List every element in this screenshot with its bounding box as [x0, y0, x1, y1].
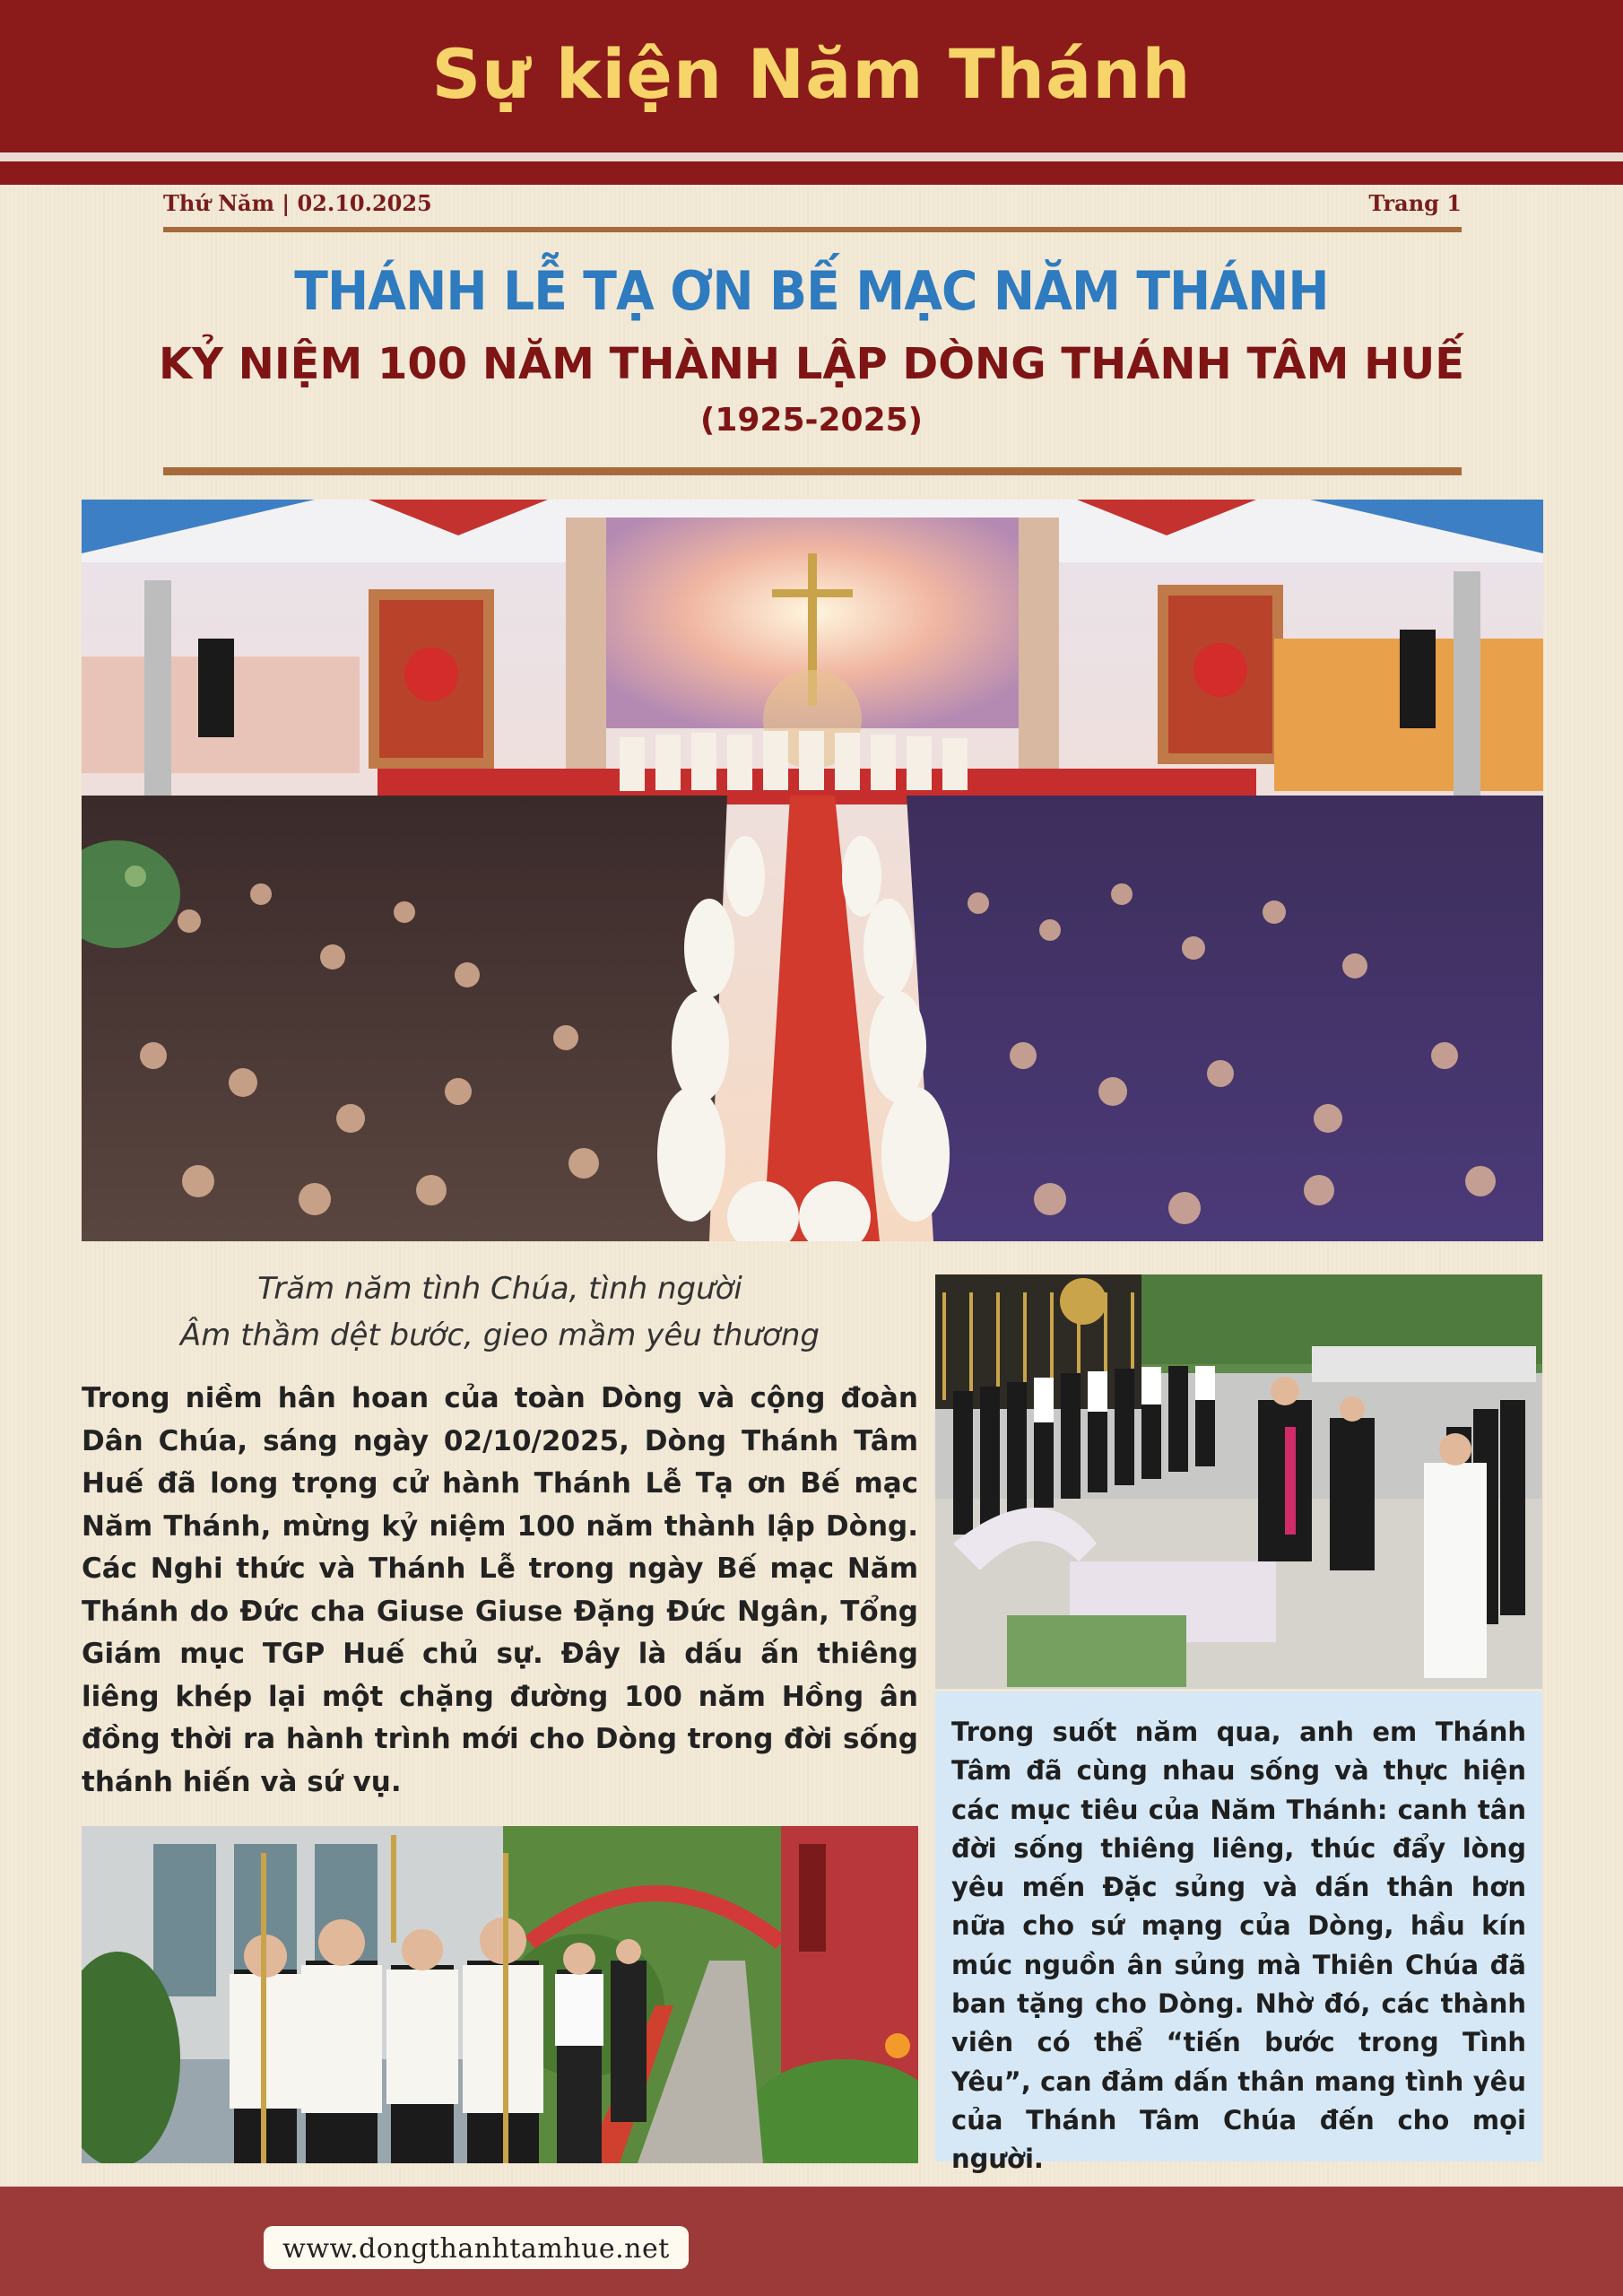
sidebar-box — [935, 1692, 1542, 2175]
mass-ceremony-photo — [82, 500, 1543, 1241]
banner-stripe — [0, 152, 1623, 161]
poem-line: Trăm năm tình Chúa, tình người — [257, 1271, 742, 1307]
page-number: Trang 1 — [1368, 190, 1462, 216]
issue-meta — [163, 190, 1462, 221]
headline-sub: KỶ NIỆM 100 NĂM THÀNH LẬP DÒNG THÁNH TÂM HUẾ — [158, 339, 1465, 389]
archbishop-procession-photo — [935, 1274, 1542, 1689]
headline-years: (1925-2025) — [699, 402, 924, 439]
poem-line: Âm thầm dệt bước, gieo mầm yêu thương — [180, 1318, 820, 1353]
banner-stripe — [0, 161, 1623, 185]
divider-rule — [163, 227, 1462, 232]
footer-bar — [0, 2187, 1623, 2296]
divider-rule — [163, 467, 1462, 475]
issue-date: Thứ Năm | 02.10.2025 — [163, 190, 432, 216]
altar-servers-photo — [82, 1826, 918, 2163]
publication-title: Sự kiện Năm Thánh — [431, 34, 1192, 114]
website-link[interactable]: www.dongthanhtamhue.net — [282, 2233, 670, 2265]
poem-caption — [82, 1265, 918, 1359]
article-body: Trong niềm hân hoan của toàn Dòng và cộng đoàn Dân Chúa, sáng ngày 02/10/2025, Dòng Thánh Tâm Huế đã long trọng cử hành Thánh Lễ Tạ ơn Bế mạc Năm Thánh, mừng kỷ niệm 100 năm thành lập Dòng. Các Nghi thức và Thánh Lễ trong ngày Bế mạc Năm Thánh do Đức cha Giuse Giuse Đặng Đức Ngân, Tổng Giám mục TGP Huế chủ sự. Đây là dấu ấn thiêng liêng khép lại một chặng đường 100 năm Hồng ân đồng thời ra hành trình mới cho Dòng trong đời sống thánh hiến và sứ vụ. — [82, 1382, 918, 1798]
headline-main: THÁNH LỄ TẠ ƠN BẾ MẠC NĂM THÁNH — [294, 260, 1329, 323]
sidebar-text: Trong suốt năm qua, anh em Thánh Tâm đã cùng nhau sống và thực hiện các mục tiêu của Năm Thánh: canh tân đời sống thiêng liêng, thúc đẩy lòng yêu mến Đặc sủng và dấn thân hơn nữa cho sứ mạng của Dòng, hầu kín múc nguồn ân sủng mà Thiên Chúa đã ban tặng cho Dòng. Nhờ đó, các thành viên có thể “tiến bước trong Tình Yêu”, can đảm dấn thân mang tình yêu của Thánh Tâm Chúa đến cho mọi người. — [951, 1717, 1526, 2175]
